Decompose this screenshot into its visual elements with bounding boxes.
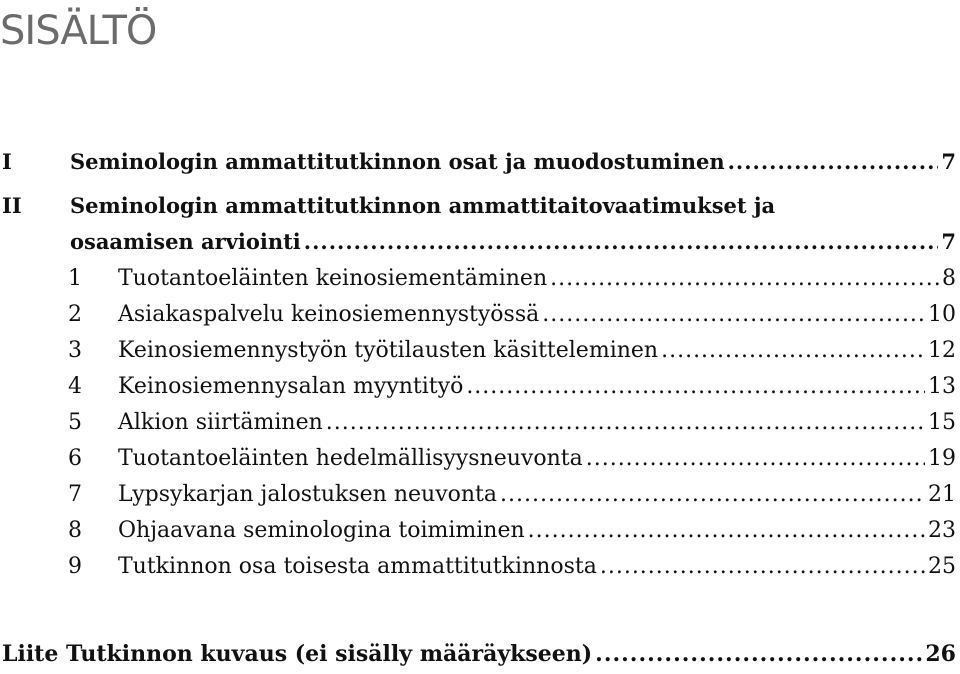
toc-leader-dots <box>528 515 925 547</box>
toc-label: Ohjaavana seminologina toimiminen <box>118 518 525 543</box>
toc-label: Keinosiemennysalan myyntityö <box>118 374 464 399</box>
toc-number: II <box>2 193 22 218</box>
toc-entry-sub-4[interactable] <box>0 371 956 403</box>
toc-page-number: 7 <box>941 149 956 174</box>
toc-number: 5 <box>68 410 82 435</box>
toc-leader-dots <box>600 551 925 583</box>
toc-page-number: 8 <box>942 266 956 291</box>
toc-number: 1 <box>68 266 82 291</box>
toc-page-number: 15 <box>928 410 956 435</box>
toc-page-number: 23 <box>928 518 956 543</box>
toc-leader-dots <box>500 479 925 511</box>
toc-label: Asiakaspalvelu keinosiemennystyössä <box>118 302 540 327</box>
toc-label: Liite Tutkinnon kuvaus (ei sisälly määräykseen) <box>2 641 593 667</box>
toc-label: Tutkinnon osa toisesta ammattitutkinnosta <box>118 554 597 579</box>
toc-leader-dots <box>595 638 922 670</box>
toc-page-number: 12 <box>928 338 956 363</box>
toc-leader-dots <box>728 146 939 178</box>
toc-leader-dots <box>304 226 939 258</box>
toc-leader-dots <box>586 443 925 475</box>
toc-label: Seminologin ammattitutkinnon ammattitaitovaatimukset ja <box>70 193 776 218</box>
toc-entry-sub-8[interactable] <box>0 515 956 547</box>
toc-page-number: 7 <box>941 229 956 254</box>
toc-entry-sub-1[interactable] <box>0 263 956 295</box>
toc-leader-dots <box>542 299 925 331</box>
toc-entry-sub-2[interactable] <box>0 299 956 331</box>
toc-number: 2 <box>68 302 82 327</box>
toc-entry-sub-9[interactable] <box>0 551 956 583</box>
toc-number: I <box>2 149 12 174</box>
toc-label: Tuotantoeläinten keinosiementäminen <box>118 266 548 291</box>
page-title: SISÄLTÖ <box>0 8 157 54</box>
toc-number: 7 <box>68 482 82 507</box>
toc-number: 3 <box>68 338 82 363</box>
toc-entry-sub-5[interactable] <box>0 407 956 439</box>
toc-label: Keinosiemennystyön työtilausten käsitteleminen <box>118 338 659 363</box>
toc-leader-dots <box>661 335 925 367</box>
toc-entry-section-2-line1[interactable] <box>0 190 956 222</box>
toc-label: osaamisen arviointi <box>70 229 301 254</box>
toc-number: 6 <box>68 446 82 471</box>
toc-page-number: 10 <box>928 302 956 327</box>
toc-entry-sub-7[interactable] <box>0 479 956 511</box>
toc-leader-dots <box>550 263 939 295</box>
toc-entry-sub-6[interactable] <box>0 443 956 475</box>
toc-page-number: 21 <box>928 482 956 507</box>
toc-entry-appendix[interactable] <box>0 638 956 670</box>
toc-leader-dots <box>466 371 925 403</box>
toc-page-number: 19 <box>928 446 956 471</box>
toc-leader-dots <box>326 407 925 439</box>
toc-label: Seminologin ammattitutkinnon osat ja muodostuminen <box>70 149 725 174</box>
toc-entry-section-1[interactable] <box>0 146 956 178</box>
toc-page-number: 26 <box>925 641 956 667</box>
toc-label: Lypsykarjan jalostuksen neuvonta <box>118 482 497 507</box>
toc-page-number: 13 <box>928 374 956 399</box>
toc-entry-section-2-line2[interactable] <box>0 226 956 258</box>
toc-label: Tuotantoeläinten hedelmällisyysneuvonta <box>118 446 583 471</box>
toc-number: 9 <box>68 554 82 579</box>
toc-entry-sub-3[interactable] <box>0 335 956 367</box>
toc-number: 8 <box>68 518 82 543</box>
toc-page-number: 25 <box>928 554 956 579</box>
toc-number: 4 <box>68 374 82 399</box>
toc-label: Alkion siirtäminen <box>118 410 323 435</box>
